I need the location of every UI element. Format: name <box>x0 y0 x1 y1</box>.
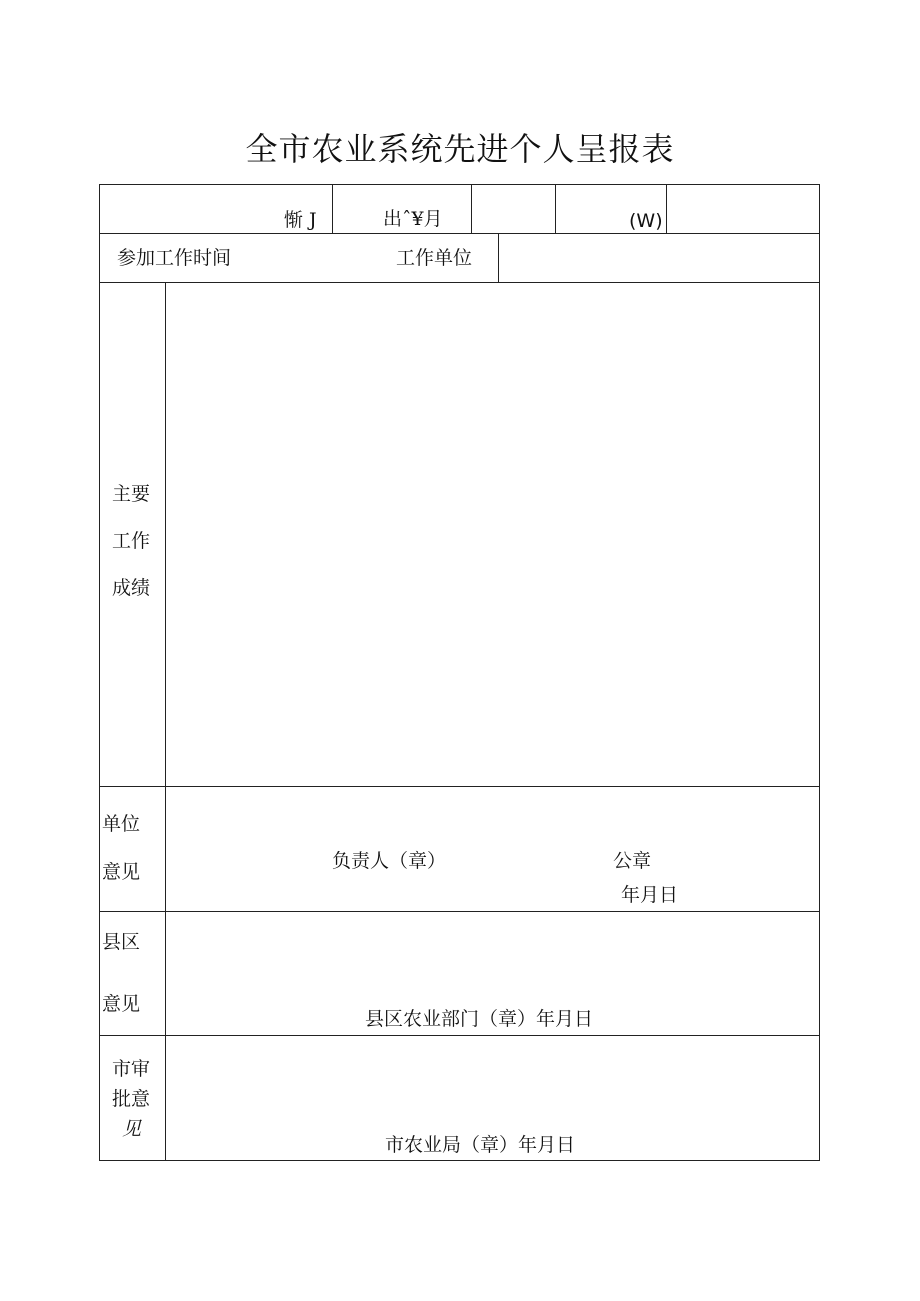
row1-divider-d <box>666 184 667 234</box>
label-column-divider <box>165 282 166 1161</box>
photo-label: (W) <box>629 210 663 232</box>
achievements-label-line: 成绩 <box>112 577 151 599</box>
row-divider-2 <box>99 282 820 283</box>
page-title: 全市农业系统先进个人呈报表 <box>245 130 675 168</box>
row-divider-3 <box>99 786 820 787</box>
achievements-label <box>112 485 150 598</box>
county-opinion-signature: 县区农业部门（章）年月日 <box>365 1008 594 1030</box>
unit-opinion-label <box>102 815 140 882</box>
unit-opinion-date: 年月日 <box>621 884 679 906</box>
work-start-time-label: 参加工作时间 <box>117 247 232 269</box>
row2-divider <box>498 233 499 283</box>
name-label: 惭 J <box>284 209 317 231</box>
city-opinion-label-line: 批意 <box>112 1088 151 1110</box>
achievements-label-line: 主要 <box>112 483 151 505</box>
city-opinion-signature: 市农业局（章）年月日 <box>385 1134 576 1156</box>
city-opinion-label-line: 市审 <box>112 1058 151 1080</box>
official-seal: 公章 <box>613 850 652 872</box>
city-opinion-label <box>112 1060 150 1139</box>
table-border-right <box>819 184 820 1161</box>
work-unit-label: 工作单位 <box>396 247 473 269</box>
table-border-left <box>99 184 100 1161</box>
row1-divider-b <box>471 184 472 234</box>
birth-date-label: 出ˆ¥月 <box>383 208 443 230</box>
county-opinion-label <box>102 933 140 1014</box>
achievements-label-line: 工作 <box>112 530 151 552</box>
row1-divider-c <box>555 184 556 234</box>
row-divider-4 <box>99 911 820 912</box>
responsible-person-seal: 负责人（章） <box>332 850 447 872</box>
county-opinion-label-line: 意见 <box>102 993 141 1015</box>
table-border-top <box>99 184 820 185</box>
row-divider-1 <box>99 233 820 234</box>
unit-opinion-label-line: 单位 <box>102 813 141 835</box>
row-divider-5 <box>99 1035 820 1036</box>
county-opinion-label-line: 县区 <box>102 931 141 953</box>
unit-opinion-label-line: 意见 <box>102 861 141 883</box>
table-border-bottom <box>99 1160 820 1161</box>
city-opinion-label-line: 见 <box>122 1118 142 1140</box>
row1-divider-a <box>332 184 333 234</box>
